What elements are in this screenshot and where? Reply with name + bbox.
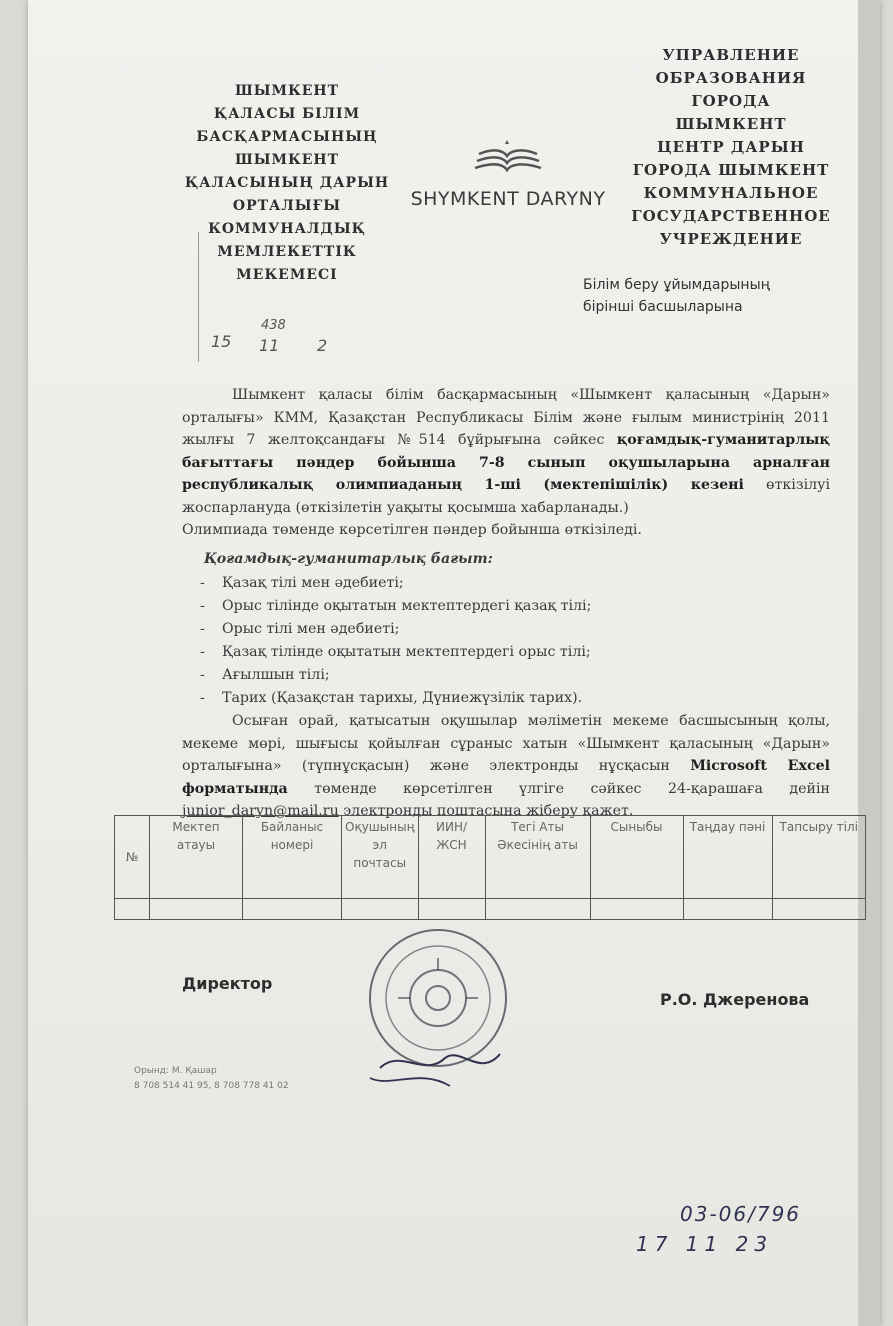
list-item: - Тарих (Қазақстан тарихы, Дүниежүзілік тарих). bbox=[200, 687, 830, 710]
p1-bold: қоғамдық-гуманитарлық бағыттағы пәндер бойынша 7-8 сынып оқушыларына арналған республикалық олимпиаданың 1-ші (мектепішілік) кезені bbox=[182, 432, 830, 493]
registration-month: 11 bbox=[259, 336, 280, 355]
table-header: Мектеп атауы bbox=[150, 816, 243, 899]
table-header: Оқушының эл почтасы bbox=[342, 816, 419, 899]
list-item: - Қазақ тілі мен әдебиеті; bbox=[200, 572, 830, 595]
executor-info: Орынд: М. Қашар 8 708 514 41 95, 8 708 778 41 02 bbox=[134, 1066, 289, 1091]
paragraph-2: Олимпиада төменде көрсетілген пәндер бойынша өткізіледі. bbox=[182, 522, 642, 538]
handwritten-outgoing-number: 03-06/796 bbox=[680, 1202, 802, 1226]
handwritten-date: 17 11 23 bbox=[636, 1232, 774, 1256]
email-link[interactable]: junior_daryn@mail.ru bbox=[182, 803, 339, 819]
participant-table bbox=[114, 815, 866, 920]
official-seal bbox=[330, 928, 550, 1098]
p1-start: Шымкент қаласы білім басқармасының «Шымкент қаласының «Дарын» орталығы» КММ, Қазақстан Республикасы Білім және ғылым министрінің 2011 жылғы 7 желтоқсандағы №514 бұйрығына сәйкес bbox=[182, 387, 830, 448]
subject-list bbox=[182, 572, 830, 710]
list-item: - Орыс тілі мен әдебиеті; bbox=[200, 618, 830, 641]
table-row bbox=[115, 899, 866, 920]
direction-label: Қоғамдық-гуманитарлық бағыт: bbox=[204, 550, 493, 567]
table-header: № bbox=[115, 816, 150, 899]
list-item: - Ағылшын тілі; bbox=[200, 664, 830, 687]
signature-name: Р.О. Джеренова bbox=[660, 990, 810, 1009]
registration-day: 15 bbox=[211, 332, 232, 351]
table-header: Байланыс номері bbox=[243, 816, 342, 899]
book-icon bbox=[463, 140, 553, 184]
addressee: Білім беру ұйымдарының бірінші басшыларына bbox=[583, 277, 770, 315]
shymkent-daryny-logo bbox=[408, 140, 608, 210]
p3-bold: Microsoft Excel форматында bbox=[182, 758, 831, 797]
registration-stamp bbox=[198, 232, 339, 362]
p3-start: Осыған орай, қатысатын оқушылар мәліметін мекеме басшысының қолы, мекеме мөрі, шығысы қойылған сұраныс хатын «Шымкент қаласының «Дарын» орталығына» (түпнұсқасын) және электронды нұсқасын bbox=[182, 713, 830, 774]
p3-mid: төменде көрсетілген үлгіге сәйкес 24-қарашаға дейін bbox=[314, 780, 831, 797]
table-header: Тапсыру тілі bbox=[772, 816, 866, 899]
paragraph-1 bbox=[182, 384, 830, 519]
table-header: Таңдау пәні bbox=[683, 816, 772, 899]
header-org-kazakh: ШЫМКЕНТ ҚАЛАСЫ БІЛІМ БАСҚАРМАСЫНЫҢ ШЫМКЕНТ ҚАЛАСЫНЫҢ ДАРЫН ОРТАЛЫҒЫ КОММУНАЛДЫҚ МЕМЛЕКЕТТІК МЕКЕМЕСІ bbox=[184, 83, 390, 283]
table-header-row bbox=[115, 816, 866, 899]
header-org-russian: УПРАВЛЕНИЕ ОБРАЗОВАНИЯ ГОРОДА ШЫМКЕНТ ЦЕНТР ДАРЫН ГОРОДА ШЫМКЕНТ КОММУНАЛЬНОЕ ГОСУДАРСТВЕННОЕ УЧРЕЖДЕНИЕ bbox=[631, 46, 831, 248]
p3-end: электронды поштасына жіберу қажет. bbox=[343, 803, 634, 819]
list-item: - Қазақ тілінде оқытатын мектептердегі орыс тілі; bbox=[200, 641, 830, 664]
table-header: Тегі Аты Әкесінің аты bbox=[485, 816, 590, 899]
paragraph-3 bbox=[182, 710, 830, 823]
letter-body bbox=[182, 384, 830, 823]
signature-title: Директор bbox=[182, 974, 273, 993]
p1-end: өткізілуі жоспарлануда (өткізілетін уақыты қосымша хабарланады.) bbox=[182, 477, 830, 516]
table-header: ИИН/ ЖСН bbox=[418, 816, 485, 899]
registration-year: 2 bbox=[317, 336, 328, 355]
registration-number: 438 bbox=[261, 318, 286, 333]
list-item: - Орыс тілінде оқытатын мектептердегі қазақ тілі; bbox=[200, 595, 830, 618]
logo-text: SHYMKENT DARYNY bbox=[410, 188, 606, 210]
page-edge bbox=[858, 0, 880, 1326]
table-header: Сыныбы bbox=[590, 816, 683, 899]
